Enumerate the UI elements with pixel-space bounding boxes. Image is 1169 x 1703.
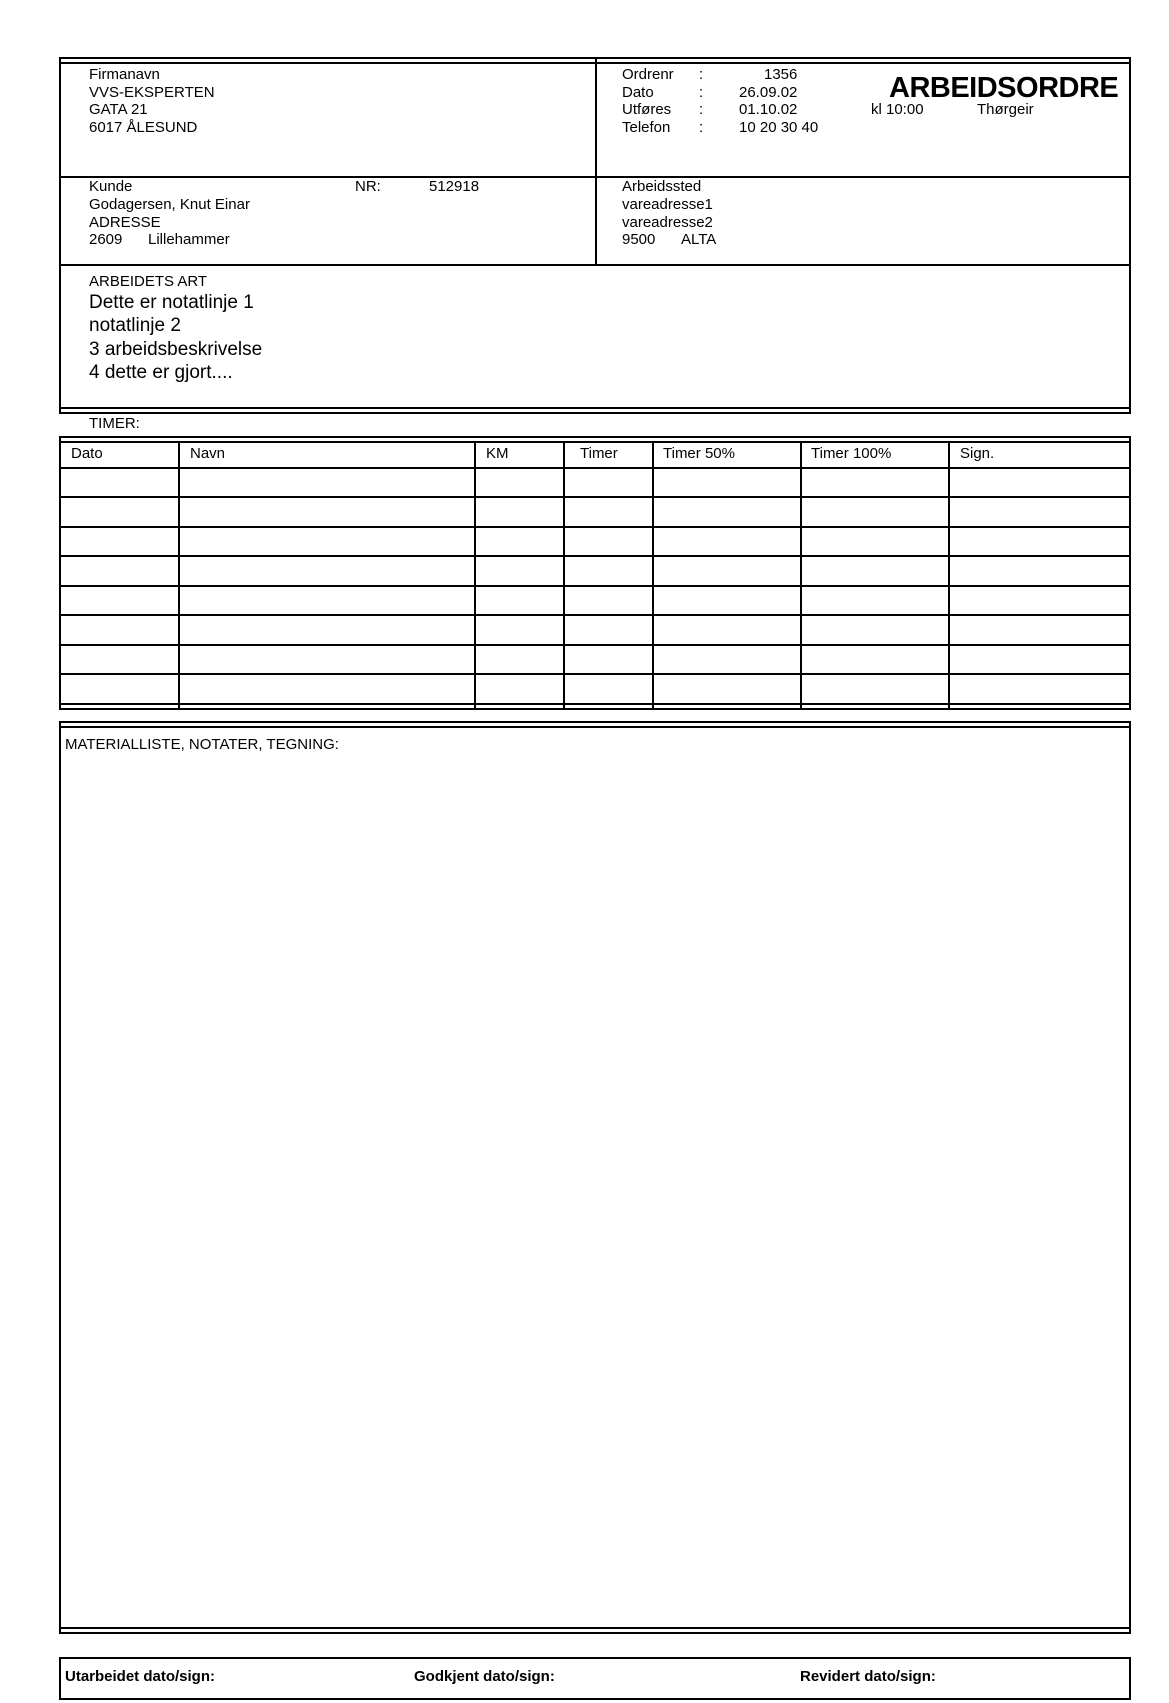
customer-nr-value: 512918 [429,178,480,195]
colon: : [699,101,704,118]
materials-label: MATERIALLISTE, NOTATER, TEGNING: [65,736,339,753]
worksite-city: ALTA [681,231,717,248]
company-street: GATA 21 [89,101,148,118]
work-label: ARBEIDETS ART [89,273,208,290]
customer-address: ADRESSE [89,214,161,231]
worksite-line2: vareadresse2 [622,214,713,231]
worksite-line1: vareadresse1 [622,196,713,213]
colon: : [699,84,704,101]
column-header-km: KM [486,445,509,462]
technician-name: Thørgeir [977,101,1034,118]
worksite-zip: 9500 [622,231,656,248]
revised-signature-label: Revidert dato/sign: [800,1668,936,1685]
work-line: 4 dette er gjort.... [89,362,233,383]
column-header-timer-50: Timer 50% [663,445,735,462]
hours-label: TIMER: [89,415,140,432]
column-header-timer: Timer [580,445,618,462]
colon: : [699,119,704,136]
utfores-time: kl 10:00 [871,101,924,118]
column-header-sign: Sign. [960,445,995,462]
column-header-navn: Navn [190,445,226,462]
colon: : [699,66,704,83]
customer-city: Lillehammer [148,231,230,248]
company-label: Firmanavn [89,66,160,83]
customer-name: Godagersen, Knut Einar [89,196,250,213]
prepared-signature-label: Utarbeidet dato/sign: [65,1668,216,1685]
ordrenr-value: 1356 [764,66,798,83]
document-title: ARBEIDSORDRE [889,72,1119,104]
column-header-dato: Dato [71,445,103,462]
work-line: 3 arbeidsbeskrivelse [89,339,263,360]
column-header-timer-100: Timer 100% [811,445,892,462]
utfores-label: Utføres [622,101,672,118]
ordrenr-label: Ordrenr [622,66,674,83]
telefon-label: Telefon [622,119,671,136]
dato-value: 26.09.02 [739,84,798,101]
dato-label: Dato [622,84,654,101]
work-line: notatlinje 2 [89,315,181,336]
telefon-value: 10 20 30 40 [739,119,819,136]
work-line: Dette er notatlinje 1 [89,292,254,313]
company-name: VVS-EKSPERTEN [89,84,215,101]
customer-label: Kunde [89,178,133,195]
approved-signature-label: Godkjent dato/sign: [414,1668,555,1685]
worksite-label: Arbeidssted [622,178,702,195]
customer-nr-label: NR: [355,178,381,195]
customer-zip: 2609 [89,231,123,248]
company-city: 6017 ÅLESUND [89,119,198,136]
utfores-value: 01.10.02 [739,101,798,118]
